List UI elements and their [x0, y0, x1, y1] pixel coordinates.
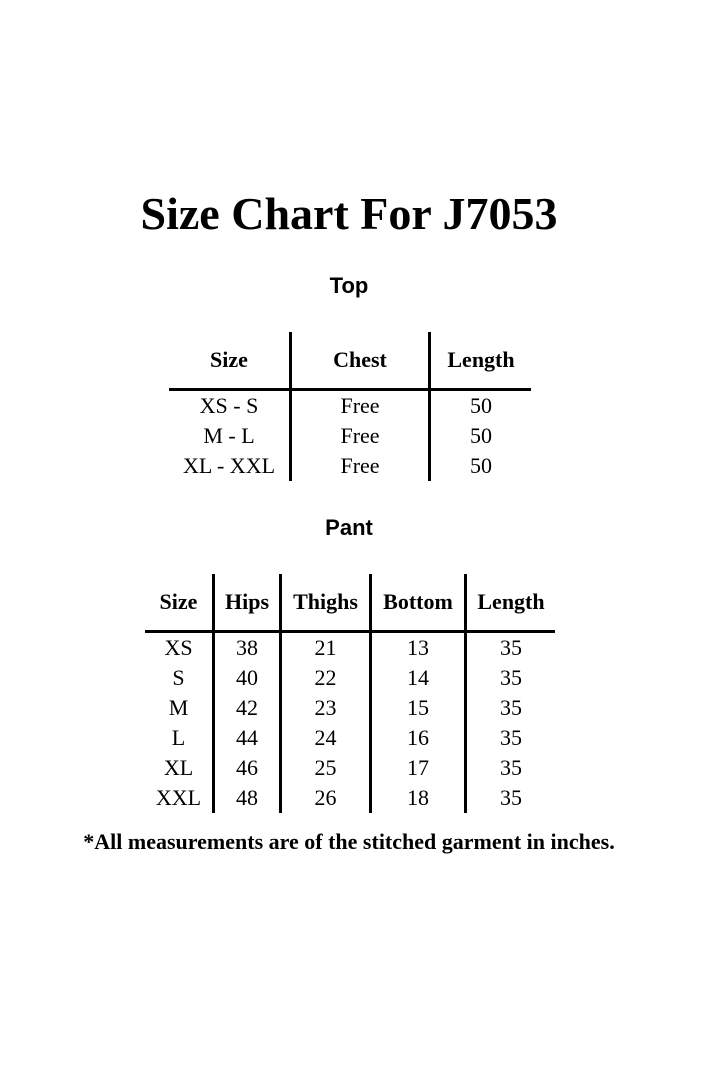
- section-heading-pant: Pant: [325, 515, 373, 540]
- cell-chest: Free: [291, 390, 430, 422]
- cell-length: 35: [466, 693, 556, 723]
- cell-size: XS - S: [199, 393, 259, 418]
- table-row: [145, 632, 555, 664]
- cell-size: XL: [163, 755, 194, 780]
- top-size-table: [169, 332, 531, 481]
- table-row: [169, 451, 531, 481]
- cell-size: M: [168, 695, 189, 720]
- measurement-note: *All measurements are of the stitched garment in inches.: [83, 829, 615, 854]
- cell-thighs: 21: [281, 632, 371, 664]
- table-header-row: [145, 574, 555, 632]
- table-row: [145, 723, 555, 753]
- cell-thighs: 25: [281, 753, 371, 783]
- cell-size: M - L: [203, 423, 255, 448]
- cell-thighs: 24: [281, 723, 371, 753]
- table-row: [145, 693, 555, 723]
- column-header-chest: Chest: [291, 332, 430, 390]
- cell-length: 50: [430, 451, 532, 481]
- cell-length: 50: [430, 421, 532, 451]
- cell-hips: 40: [214, 663, 281, 693]
- cell-length: 50: [430, 390, 532, 422]
- cell-bottom: 17: [371, 753, 466, 783]
- cell-size: XL - XXL: [182, 453, 276, 478]
- cell-thighs: 23: [281, 693, 371, 723]
- cell-thighs: 26: [281, 783, 371, 813]
- column-header-thighs: Thighs: [281, 574, 371, 632]
- column-header-size: Size: [169, 332, 291, 390]
- cell-chest: Free: [291, 451, 430, 481]
- cell-hips: 48: [214, 783, 281, 813]
- table-row: [145, 663, 555, 693]
- page-title: Size Chart For J7053: [140, 188, 558, 239]
- cell-size: XS: [164, 635, 193, 660]
- cell-length: 35: [466, 663, 556, 693]
- column-header-length: Length: [466, 574, 556, 632]
- column-header-hips: Hips: [214, 574, 281, 632]
- table-row: [169, 421, 531, 451]
- cell-chest: Free: [291, 421, 430, 451]
- cell-bottom: 16: [371, 723, 466, 753]
- cell-bottom: 15: [371, 693, 466, 723]
- table-row: [145, 753, 555, 783]
- table-row: [145, 783, 555, 813]
- table-row: [169, 390, 531, 422]
- column-header-bottom: Bottom: [371, 574, 466, 632]
- cell-hips: 42: [214, 693, 281, 723]
- cell-size: XXL: [155, 785, 202, 810]
- cell-bottom: 13: [371, 632, 466, 664]
- cell-length: 35: [466, 753, 556, 783]
- cell-size: S: [172, 665, 185, 690]
- pant-size-table: [145, 574, 555, 813]
- cell-length: 35: [466, 783, 556, 813]
- cell-bottom: 18: [371, 783, 466, 813]
- cell-thighs: 22: [281, 663, 371, 693]
- cell-hips: 44: [214, 723, 281, 753]
- cell-hips: 38: [214, 632, 281, 664]
- column-header-size: Size: [145, 574, 214, 632]
- table-header-row: [169, 332, 531, 390]
- section-heading-top: Top: [329, 273, 369, 298]
- cell-length: 35: [466, 632, 556, 664]
- cell-length: 35: [466, 723, 556, 753]
- cell-size: L: [171, 725, 186, 750]
- cell-bottom: 14: [371, 663, 466, 693]
- column-header-length: Length: [430, 332, 532, 390]
- cell-hips: 46: [214, 753, 281, 783]
